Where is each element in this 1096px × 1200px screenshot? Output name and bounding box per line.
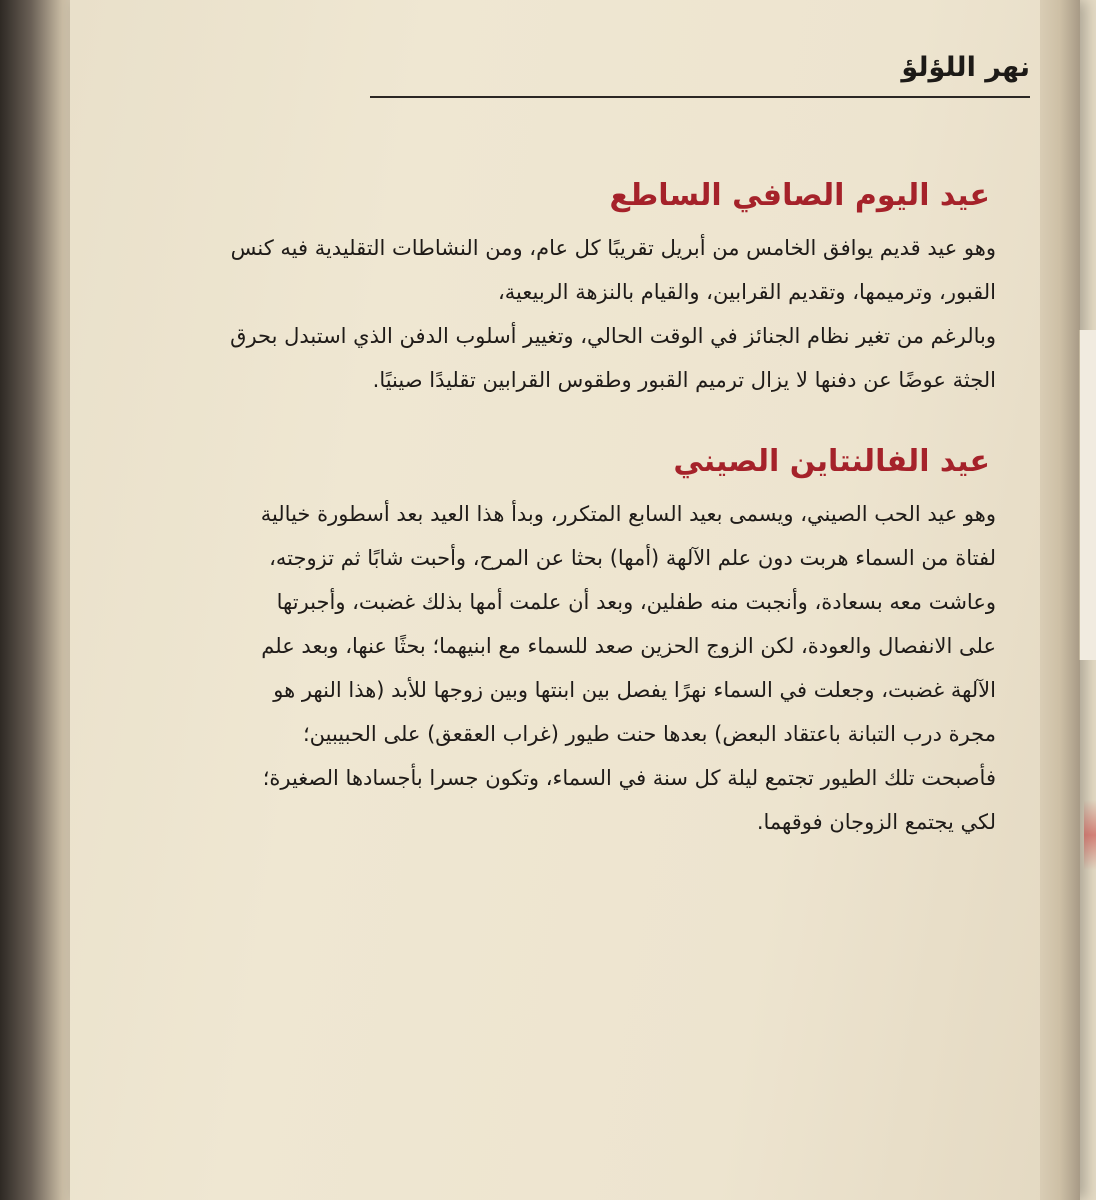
section-title: عيد الفالنتاين الصيني [673,444,990,479]
book-gutter [0,0,78,1200]
paragraph-line: وعاشت معه بسعادة، وأنجبت منه طفلين، وبعد أن علمت أمها بذلك غضبت، وأجبرتها [276,590,996,614]
paragraph-line: على الانفصال والعودة، لكن الزوج الحزين صعد للسماء مع ابنيهما؛ بحثًا عنها، وبعد علم [261,634,996,658]
paragraph-line: القبور، وترميمها، وتقديم القرابين، والقيام بالنزهة الربيعية، [498,280,996,304]
page-content [116,172,996,880]
section-title: عيد اليوم الصافي الساطع [609,178,990,213]
page-edge [1040,0,1080,1200]
section-qingming [116,172,996,402]
paragraph-line: وهو عيد الحب الصيني، ويسمى بعيد السابع المتكرر، وبدأ هذا العيد بعد أسطورة خيالية [260,502,996,526]
paragraph-line: مجرة درب التبانة باعتقاد البعض) بعدها حنت طيور (غراب العقعق) على الحبيبين؛ [302,722,996,746]
underlying-page-corner [1079,330,1096,660]
section-qixi [116,438,996,844]
paragraph-line: الجثة عوضًا عن دفنها لا يزال ترميم القبور وطقوس القرابين تقليدًا صينيًا. [372,368,996,392]
paragraph-line: فأصبحت تلك الطيور تجتمع ليلة كل سنة في السماء، وتكون جسرا بأجسادها الصغيرة؛ [262,766,996,790]
paragraph-line: الآلهة غضبت، وجعلت في السماء نهرًا يفصل بين ابنتها وبين زوجها للأبد (هذا النهر هو [273,678,996,702]
header-rule [370,96,1030,98]
paragraph-line: لفتاة من السماء هربت دون علم الآلهة (أمها) بحثا عن المرح، وأحبت شابًا ثم تزوجته، [269,546,996,570]
running-title: نهر اللؤلؤ [901,52,1030,83]
paragraph-line: وبالرغم من تغير نظام الجنائز في الوقت الحالي، وتغيير أسلوب الدفن الذي استبدل بحرق [230,324,996,348]
paragraph-line: لكي يجتمع الزوجان فوقهما. [756,810,996,834]
paragraph-line: وهو عيد قديم يوافق الخامس من أبريل تقريبًا كل عام، ومن النشاطات التقليدية فيه كنس [230,236,996,260]
red-edge-mark [1084,800,1096,870]
page-header [370,48,1030,98]
